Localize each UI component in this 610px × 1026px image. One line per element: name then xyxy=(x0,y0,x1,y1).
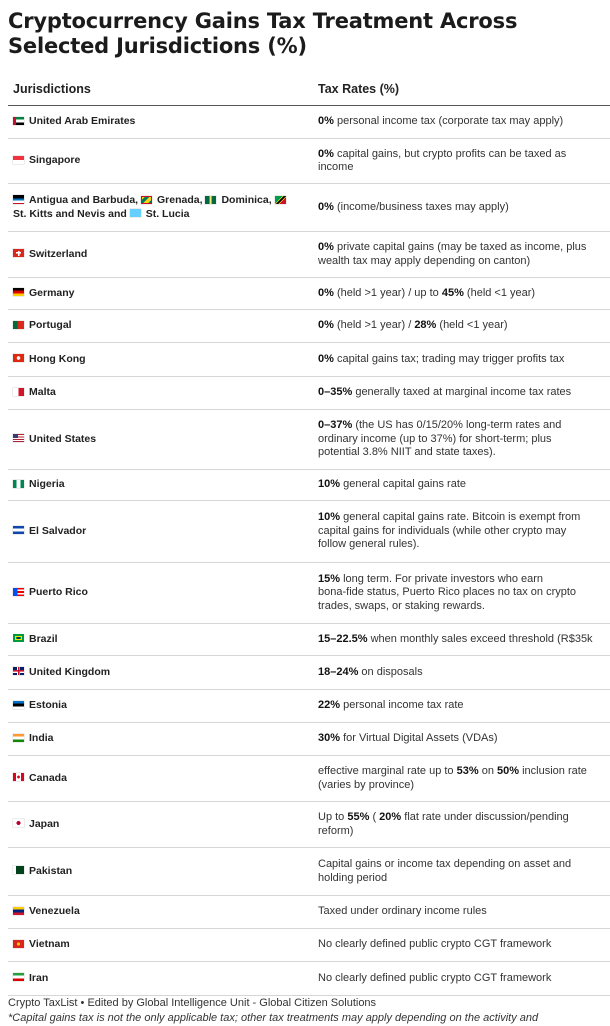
rate-text: (the US has 0/15/20% long-term rates and xyxy=(352,419,562,432)
table-row xyxy=(8,848,610,896)
rate-value: 20% xyxy=(379,811,402,823)
rate-value: 0% xyxy=(318,115,334,128)
india-flag-icon xyxy=(13,734,24,742)
jurisdiction-cell xyxy=(8,865,313,879)
rate-text: Up to xyxy=(318,811,348,823)
rate-text: (held >1 year) / up to xyxy=(333,286,442,299)
rate-text: reform) xyxy=(318,824,354,837)
tax-rate-cell xyxy=(313,353,610,367)
jurisdiction-name: Singapore xyxy=(29,154,81,167)
table-row xyxy=(8,929,610,962)
jurisdiction-cell xyxy=(8,353,313,367)
tax-rate-cell xyxy=(313,765,610,792)
rate-text: inclusion rate xyxy=(519,765,587,777)
rate-text: capital gains tax; trading may trigger profits tax xyxy=(333,352,565,365)
rate-text: follow general rules). xyxy=(318,538,420,551)
tax-rate-cell xyxy=(313,241,610,268)
el-salvador-flag-icon xyxy=(13,526,24,534)
tax-rate-cell xyxy=(313,319,610,333)
jurisdiction-name: Nigeria xyxy=(29,478,65,491)
jurisdiction-cell xyxy=(8,287,313,301)
tax-rate-cell xyxy=(313,511,610,552)
jurisdiction-name: Portugal xyxy=(29,319,72,332)
tax-rate-cell xyxy=(313,419,610,460)
tax-rate-cell xyxy=(313,811,610,838)
jurisdiction-name: Venezuela xyxy=(29,905,80,918)
rate-text: Taxed under ordinary income rules xyxy=(318,905,487,918)
table-row xyxy=(8,470,610,501)
table-header xyxy=(8,72,610,106)
table-row xyxy=(8,896,610,929)
tax-rate-cell xyxy=(313,633,610,647)
saint-kitts-flag-icon xyxy=(275,196,286,204)
jurisdiction-name: Japan xyxy=(29,817,60,830)
rate-value: 53% xyxy=(456,765,479,777)
antigua-flag-icon xyxy=(13,195,24,204)
footer-note: *Capital gains tax is not the only applicable tax; other tax treatments may apply depending on the activity and xyxy=(8,1012,539,1024)
table-row xyxy=(8,962,610,996)
jurisdiction-name: Dominica, xyxy=(221,194,275,206)
jurisdiction-cell xyxy=(8,772,313,786)
jurisdiction-name: Puerto Rico xyxy=(29,586,88,599)
hong-kong-flag-icon xyxy=(13,354,24,362)
table-row xyxy=(8,184,610,232)
vietnam-flag-icon xyxy=(13,940,24,948)
jurisdiction-name: Pakistan xyxy=(29,864,73,877)
rate-text: (varies by province) xyxy=(318,778,414,791)
jurisdiction-cell xyxy=(8,938,313,952)
rate-text: (held <1 year) xyxy=(436,319,508,332)
tax-rate-cell xyxy=(313,287,610,301)
table-body xyxy=(8,106,610,996)
jurisdiction-cell xyxy=(8,194,313,221)
jurisdiction-name: Grenada, xyxy=(157,194,206,206)
table-row xyxy=(8,802,610,848)
iran-flag-icon xyxy=(13,973,24,981)
footer xyxy=(8,996,610,1026)
jurisdiction-name: Antigua and Barbuda, xyxy=(29,194,142,206)
table-row xyxy=(8,310,610,343)
tax-rate-cell xyxy=(313,386,610,400)
jurisdiction-name: Hong Kong xyxy=(29,352,86,365)
table-row xyxy=(8,624,610,656)
jurisdiction-name: St. Kitts and Nevis and xyxy=(13,207,130,220)
tax-rate-cell xyxy=(313,573,610,614)
japan-flag-icon xyxy=(13,819,24,827)
table-row xyxy=(8,410,610,470)
rate-value: 28% xyxy=(414,319,437,332)
jurisdiction-name: Germany xyxy=(29,286,75,299)
jurisdiction-name: United Kingdom xyxy=(29,665,111,678)
jurisdiction-name: Malta xyxy=(29,386,56,399)
jurisdiction-cell xyxy=(8,633,313,647)
footer-source: Crypto TaxList • Edited by Global Intelligence Unit - Global Citizen Solutions xyxy=(8,997,377,1009)
jurisdiction-name: El Salvador xyxy=(29,524,87,537)
rate-text: potential 3.8% NIIT and state taxes). xyxy=(318,446,496,459)
table-row xyxy=(8,343,610,377)
jurisdiction-name: United States xyxy=(29,432,97,445)
saint-lucia-flag-icon xyxy=(130,209,141,217)
tax-table xyxy=(8,72,610,996)
estonia-flag-icon xyxy=(13,701,24,709)
jurisdiction-cell xyxy=(8,732,313,746)
jurisdiction-cell xyxy=(8,319,313,333)
rate-text: long term. For private investors who earn xyxy=(340,572,544,585)
tax-rate-cell xyxy=(313,905,610,919)
rate-text: private capital gains (may be taxed as income, plus xyxy=(333,241,587,253)
malta-flag-icon xyxy=(13,388,24,396)
nigeria-flag-icon xyxy=(13,480,24,488)
rate-value: 0% xyxy=(318,352,334,365)
table-row xyxy=(8,377,610,410)
brazil-flag-icon xyxy=(13,634,24,642)
tax-rate-cell xyxy=(313,478,610,492)
jurisdiction-cell xyxy=(8,386,313,400)
rate-text: general capital gains rate. Bitcoin is exempt from xyxy=(340,511,581,524)
rate-value: 0% xyxy=(318,200,334,213)
rate-text: when monthly sales exceed threshold (R$35k xyxy=(367,632,593,645)
rate-value: 45% xyxy=(441,286,464,299)
rate-value: 10% xyxy=(318,478,341,491)
united-states-flag-icon xyxy=(13,434,24,442)
table-row xyxy=(8,106,610,139)
column-header-tax-rates: Tax Rates (%) xyxy=(318,81,400,96)
rate-text: trades, swaps, or staking rewards. xyxy=(318,599,485,612)
rate-value: 0% xyxy=(318,319,334,332)
jurisdiction-name: Brazil xyxy=(29,632,58,645)
rate-text: personal income tax (corporate tax may apply) xyxy=(333,115,564,128)
grenada-flag-icon xyxy=(141,196,152,204)
rate-value: 0% xyxy=(318,286,334,299)
rate-text: generally taxed at marginal income tax rates xyxy=(352,386,572,399)
jurisdiction-name: United Arab Emirates xyxy=(29,115,136,128)
column-header-jurisdictions: Jurisdictions xyxy=(13,81,91,96)
portugal-flag-icon xyxy=(13,321,24,329)
jurisdiction-cell xyxy=(8,525,313,539)
rate-text: for Virtual Digital Assets (VDAs) xyxy=(340,732,498,745)
jurisdiction-name: India xyxy=(29,732,54,745)
rate-text: capital gains for individuals (while other crypto may xyxy=(318,524,567,537)
rate-text: income xyxy=(318,161,354,173)
jurisdiction-name: Vietnam xyxy=(29,938,70,951)
venezuela-flag-icon xyxy=(13,907,24,915)
pakistan-flag-icon xyxy=(13,866,24,874)
rate-text: general capital gains rate xyxy=(340,478,466,491)
tax-rate-cell xyxy=(313,666,610,680)
tax-rate-cell xyxy=(313,972,610,986)
table-row xyxy=(8,232,610,278)
rate-value: 0% xyxy=(318,241,334,253)
tax-rate-cell xyxy=(313,938,610,952)
jurisdiction-name: Estonia xyxy=(29,699,67,712)
jurisdiction-cell xyxy=(8,699,313,713)
jurisdiction-cell xyxy=(8,433,313,447)
rate-value: 0% xyxy=(318,147,334,160)
germany-flag-icon xyxy=(13,288,24,296)
puerto-rico-flag-icon xyxy=(13,588,24,596)
jurisdiction-cell xyxy=(8,115,313,129)
jurisdiction-name: Canada xyxy=(29,771,67,784)
rate-text: on xyxy=(478,765,497,777)
jurisdiction-cell xyxy=(8,154,313,168)
tax-rate-cell xyxy=(313,732,610,746)
rate-text: (held <1 year) xyxy=(463,286,536,299)
jurisdiction-cell xyxy=(8,905,313,919)
switzerland-flag-icon xyxy=(13,249,24,257)
tax-rate-cell xyxy=(313,148,610,175)
rate-text: on disposals xyxy=(358,665,423,678)
table-row xyxy=(8,563,610,624)
rate-text: ordinary income (up to 37%) for short-term; plus xyxy=(318,432,552,445)
tax-rate-cell xyxy=(313,115,610,129)
table-row xyxy=(8,756,610,802)
page-title: Cryptocurrency Gains Tax Treatment Across Selected Jurisdictions (%) xyxy=(8,9,518,58)
jurisdiction-cell xyxy=(8,478,313,492)
rate-text: (income/business taxes may apply) xyxy=(333,200,509,213)
rate-value: 0–37% xyxy=(318,419,353,432)
rate-value: 15% xyxy=(318,572,341,585)
jurisdiction-cell xyxy=(8,666,313,680)
table-row xyxy=(8,656,610,690)
rate-text: wealth tax may apply depending on canton) xyxy=(318,254,531,267)
rate-text: holding period xyxy=(318,871,388,884)
rate-text: capital gains, but crypto profits can be taxed as xyxy=(333,147,567,160)
jurisdiction-cell xyxy=(8,586,313,600)
uae-flag-icon xyxy=(13,117,24,125)
dominica-flag-icon xyxy=(205,196,216,204)
rate-text: (held >1 year) / xyxy=(333,319,415,332)
rate-value: 10% xyxy=(318,511,341,524)
rate-value: 30% xyxy=(318,732,341,745)
rate-value: 50% xyxy=(497,765,520,777)
rate-value: 22% xyxy=(318,699,341,712)
table-row xyxy=(8,139,610,184)
tax-rate-cell xyxy=(313,858,610,885)
jurisdiction-name: St. Lucia xyxy=(145,207,190,220)
table-row xyxy=(8,723,610,756)
jurisdiction-name: Iran xyxy=(29,971,49,984)
tax-rate-cell xyxy=(313,201,610,215)
rate-text: Capital gains or income tax depending on asset and xyxy=(318,858,572,870)
rate-value: 55% xyxy=(347,811,370,823)
jurisdiction-cell xyxy=(8,818,313,832)
tax-rate-cell xyxy=(313,699,610,713)
canada-flag-icon xyxy=(13,773,24,781)
table-row xyxy=(8,501,610,563)
rate-text: personal income tax rate xyxy=(340,699,464,712)
rate-text: flat rate under discussion/pending xyxy=(401,811,569,823)
table-row xyxy=(8,690,610,723)
rate-text: effective marginal rate up to xyxy=(318,765,457,777)
rate-text: No clearly defined public crypto CGT framework xyxy=(318,938,552,951)
jurisdiction-cell xyxy=(8,972,313,986)
jurisdiction-name: Switzerland xyxy=(29,247,88,260)
rate-text: No clearly defined public crypto CGT framework xyxy=(318,971,552,984)
rate-value: 0–35% xyxy=(318,386,353,399)
rate-value: 15–22.5% xyxy=(318,632,368,645)
rate-text: ( xyxy=(369,811,380,823)
singapore-flag-icon xyxy=(13,156,24,164)
table-row xyxy=(8,278,610,310)
rate-text: bona-fide status, Puerto Rico places no tax on crypto xyxy=(318,586,577,599)
rate-value: 18–24% xyxy=(318,665,359,678)
jurisdiction-cell xyxy=(8,248,313,262)
united-kingdom-flag-icon xyxy=(13,667,24,675)
